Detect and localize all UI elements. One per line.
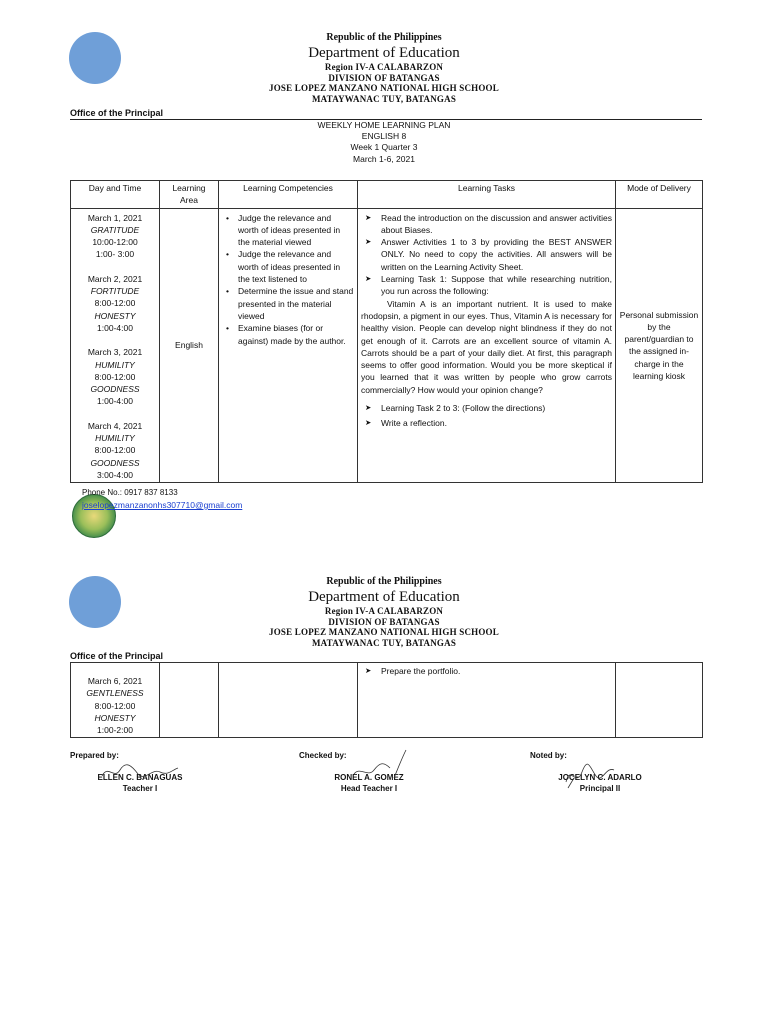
col-day-time: Day and Time	[71, 181, 160, 209]
checked-by-label: Checked by:	[299, 751, 347, 760]
schedule-date: March 1, 2021	[87, 212, 143, 223]
checked-by-title: Head Teacher I	[340, 784, 398, 793]
tasks-list	[361, 665, 612, 677]
schedule-value: GOODNESS	[90, 457, 140, 468]
region-line: Region IV-A CALABARZON	[324, 62, 444, 72]
republic-line: Republic of the Philippines	[326, 576, 442, 587]
schedule-value: GOODNESS	[90, 384, 140, 395]
prepared-by-title: Teacher I	[122, 784, 158, 793]
schedule-date: March 4, 2021	[87, 420, 143, 431]
learning-area-cell	[160, 663, 219, 738]
delivery-cell	[616, 663, 703, 738]
schedule-time: 1:00- 3:00	[95, 249, 135, 260]
region-line: Region IV-A CALABARZON	[324, 606, 444, 616]
noted-by-label: Noted by:	[530, 751, 567, 760]
schedule-day	[74, 273, 156, 334]
division-line: DIVISION OF BATANGAS	[328, 616, 440, 627]
noted-by-name: JOCELYN C. ADARLO	[558, 773, 642, 782]
schedule-time: 8:00-12:00	[94, 445, 136, 456]
department-line: Department of Education	[308, 45, 460, 61]
tasks-list-2	[361, 402, 612, 430]
col-delivery: Mode of Delivery	[616, 181, 703, 209]
school-line: JOSE LOPEZ MANZANO NATIONAL HIGH SCHOOL	[269, 627, 499, 637]
competencies-cell	[219, 663, 358, 738]
competency-item: • Examine biases (for or against) made by the author.	[222, 322, 354, 347]
schedule-day	[74, 212, 156, 261]
table-row	[71, 208, 703, 483]
schedule-value: HUMILITY	[95, 359, 135, 370]
schedule-value: FORTITUDE	[90, 286, 140, 297]
letterhead	[0, 576, 768, 648]
schedule-value: HONESTY	[94, 712, 136, 723]
address-line: MATAYWANAC TUY, BATANGAS	[311, 637, 457, 648]
learning-plan-table-continued	[70, 662, 703, 738]
schedule-time: 10:00-12:00	[92, 237, 138, 248]
table-row	[71, 663, 703, 738]
signature-scribble	[350, 748, 410, 782]
schedule-date: March 2, 2021	[87, 273, 143, 284]
schedule-time: 8:00-12:00	[94, 298, 136, 309]
competencies-cell	[219, 208, 358, 483]
contact-block	[70, 488, 370, 538]
schedule-value: HONESTY	[94, 310, 136, 321]
competency-item: • Judge the relevance and worth of ideas presented in the material viewed	[222, 212, 354, 249]
schedule-time: 1:00-4:00	[97, 322, 133, 333]
checked-by-name: RONEL A. GOMEZ	[334, 773, 404, 782]
learning-area-cell: English	[160, 208, 219, 483]
schedule-time: 1:00-4:00	[97, 396, 133, 407]
schedule-time: 8:00-12:00	[94, 700, 136, 711]
schedule-day	[74, 420, 156, 481]
schedule-date: March 3, 2021	[87, 347, 143, 358]
plan-week: Week 1 Quarter 3	[350, 142, 418, 153]
schedule-time: 3:00-4:00	[97, 469, 133, 480]
col-competencies: Learning Competencies	[219, 181, 358, 209]
plan-subject: ENGLISH 8	[361, 131, 407, 142]
task-item: ➤ Read the introduction on the discussion and answer activities about Biases.	[361, 212, 612, 237]
address-line: MATAYWANAC TUY, BATANGAS	[311, 93, 457, 104]
schedule-time: 8:00-12:00	[94, 371, 136, 382]
table-header-row	[71, 181, 703, 209]
col-tasks: Learning Tasks	[358, 181, 616, 209]
task-item: ➤ Answer Activities 1 to 3 by providing the BEST ANSWER ONLY. No need to copy the activities. All answers will be written on the Learning Activity Sheet.	[361, 236, 612, 273]
tasks-list	[361, 212, 612, 298]
email-link[interactable]: joselopezmanzanonhs307710@gmail.com	[82, 500, 243, 510]
signature-scribble	[100, 762, 180, 782]
prepared-by-label: Prepared by:	[70, 751, 119, 760]
competency-item: • Judge the relevance and worth of ideas presented in the text listened to	[222, 248, 354, 285]
office-label: Office of the Principal	[70, 651, 702, 663]
schedule-value: HUMILITY	[95, 433, 135, 444]
prepared-by-name: ELLEN C. BANAGUAS	[97, 773, 183, 782]
office-label: Office of the Principal	[70, 108, 702, 120]
schedule-time: 1:00-2:00	[97, 725, 133, 736]
delivery-cell: Personal submission by the parent/guardian to the assigned in-charge in the learning kiosk	[616, 208, 703, 483]
phone-number: Phone No.: 0917 837 8133	[82, 488, 178, 497]
republic-line: Republic of the Philippines	[326, 32, 442, 43]
department-line: Department of Education	[308, 589, 460, 605]
tasks-cell	[358, 663, 616, 738]
schedule-cell	[71, 208, 160, 483]
task-passage: Vitamin A is an important nutrient. It is used to make rhodopsin, a pigment in our eyes. Thus, Vitamin A is necessary for healthy vision. People can develop night blindness if they do not get enough of it. Carrots are an excellent source of vitamin A. Carrots should be a part of your daily diet. At first, this paragraph seems to offer good information. Would you be more skeptical if you learned that it was written by people who grow carrots commercially? How would your opinion change?	[361, 298, 612, 395]
plan-title: WEEKLY HOME LEARNING PLAN	[317, 120, 451, 130]
task-item: ➤ Learning Task 2 to 3: (Follow the directions)	[361, 402, 612, 414]
schedule-date: March 6, 2021	[87, 676, 143, 686]
plan-dates: March 1-6, 2021	[353, 153, 415, 164]
task-item: ➤ Write a reflection.	[361, 417, 612, 429]
tasks-cell	[358, 208, 616, 483]
task-item: ➤ Learning Task 1: Suppose that while researching nutrition, you run across the following:	[361, 273, 612, 298]
school-line: JOSE LOPEZ MANZANO NATIONAL HIGH SCHOOL	[269, 83, 499, 93]
competencies-list	[222, 212, 354, 347]
letterhead	[0, 32, 768, 104]
competency-item: • Determine the issue and stand presented in the material viewed	[222, 285, 354, 322]
plan-title-block	[0, 120, 768, 165]
schedule-cell	[71, 663, 160, 738]
task-item: ➤ Prepare the portfolio.	[361, 665, 612, 677]
division-line: DIVISION OF BATANGAS	[328, 72, 440, 83]
noted-by-title: Principal II	[579, 784, 621, 793]
signature-scribble	[560, 758, 620, 792]
col-learning-area: Learning Area	[160, 181, 219, 209]
schedule-value: GENTLENESS	[86, 688, 144, 699]
schedule-value: GRATITUDE	[90, 224, 140, 235]
learning-plan-table	[70, 180, 703, 483]
schedule-day	[74, 346, 156, 407]
